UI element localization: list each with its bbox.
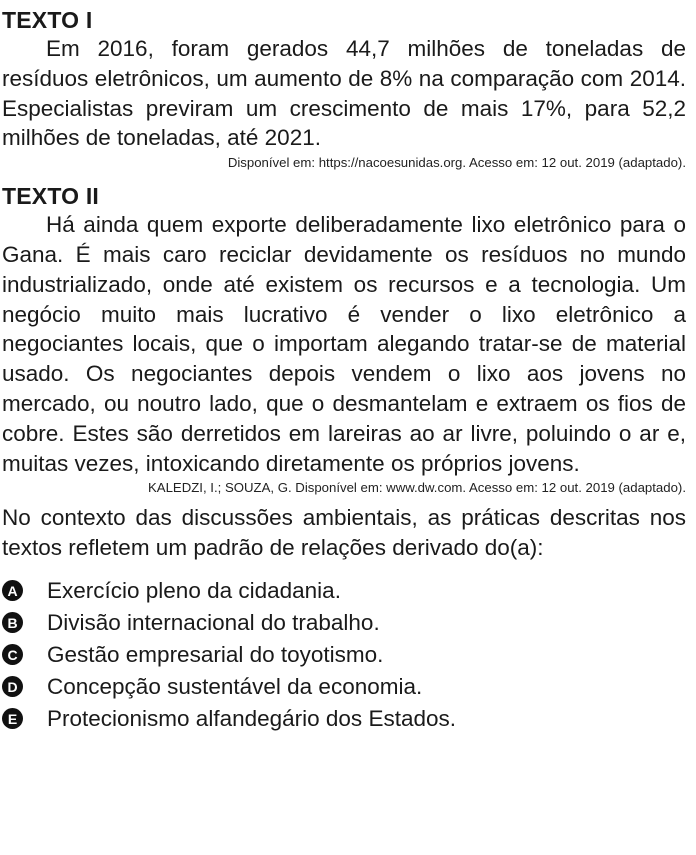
question-page bbox=[2, 6, 686, 735]
texto-1-body: Em 2016, foram gerados 44,7 milhões de toneladas de resíduos eletrônicos, um aumento de 8% na comparação com 2014. Especialistas previram um crescimento de mais 17%, para 52,2 milhões de toneladas, até 2021. bbox=[2, 36, 686, 151]
texto-2-heading: TEXTO II bbox=[2, 183, 100, 210]
option-b[interactable] bbox=[2, 607, 686, 639]
texto-2-body: Há ainda quem exporte deliberadamente lixo eletrônico para o Gana. É mais caro reciclar devidamente os resíduos no mundo industrializado, onde até existem os recursos e a tecnologia. Um negócio muito mais lucrativo é vender o lixo eletrônico a negociantes locais, que o importam alegando tratar-se de material usado. Os negociantes depois vendem o lixo aos jovens no mercado, ou noutro lado, que o desmantelam e extraem os fios de cobre. Estes são derretidos em lareiras ao ar livre, poluindo o ar e, muitas vezes, intoxicando diretamente os próprios jovens. bbox=[2, 212, 686, 476]
option-a[interactable] bbox=[2, 575, 686, 607]
option-a-letter-icon: A bbox=[2, 580, 23, 601]
option-e-text: Protecionismo alfandegário dos Estados. bbox=[47, 705, 456, 731]
option-c-letter-icon: C bbox=[2, 644, 23, 665]
option-b-text: Divisão internacional do trabalho. bbox=[47, 609, 380, 635]
option-d-letter-icon: D bbox=[2, 676, 23, 697]
option-e[interactable] bbox=[2, 703, 686, 735]
question-prompt: No contexto das discussões ambientais, as práticas descritas nos textos refletem um padrão de relações derivado do(a): bbox=[2, 505, 686, 561]
option-d-text: Concepção sustentável da economia. bbox=[47, 673, 423, 699]
option-a-text: Exercício pleno da cidadania. bbox=[47, 577, 341, 603]
texto-1-heading: TEXTO I bbox=[2, 7, 93, 33]
option-c-text: Gestão empresarial do toyotismo. bbox=[47, 641, 384, 667]
texto-1-source: Disponível em: https://nacoesunidas.org. Acesso em: 12 out. 2019 (adaptado). bbox=[227, 155, 686, 171]
option-e-letter-icon: E bbox=[2, 708, 23, 729]
option-c[interactable] bbox=[2, 639, 686, 671]
answer-options bbox=[2, 575, 686, 735]
option-d[interactable] bbox=[2, 671, 686, 703]
texto-2-source: KALEDZI, I.; SOUZA, G. Disponível em: www.dw.com. Acesso em: 12 out. 2019 (adaptado). bbox=[148, 480, 686, 496]
option-b-letter-icon: B bbox=[2, 612, 23, 633]
